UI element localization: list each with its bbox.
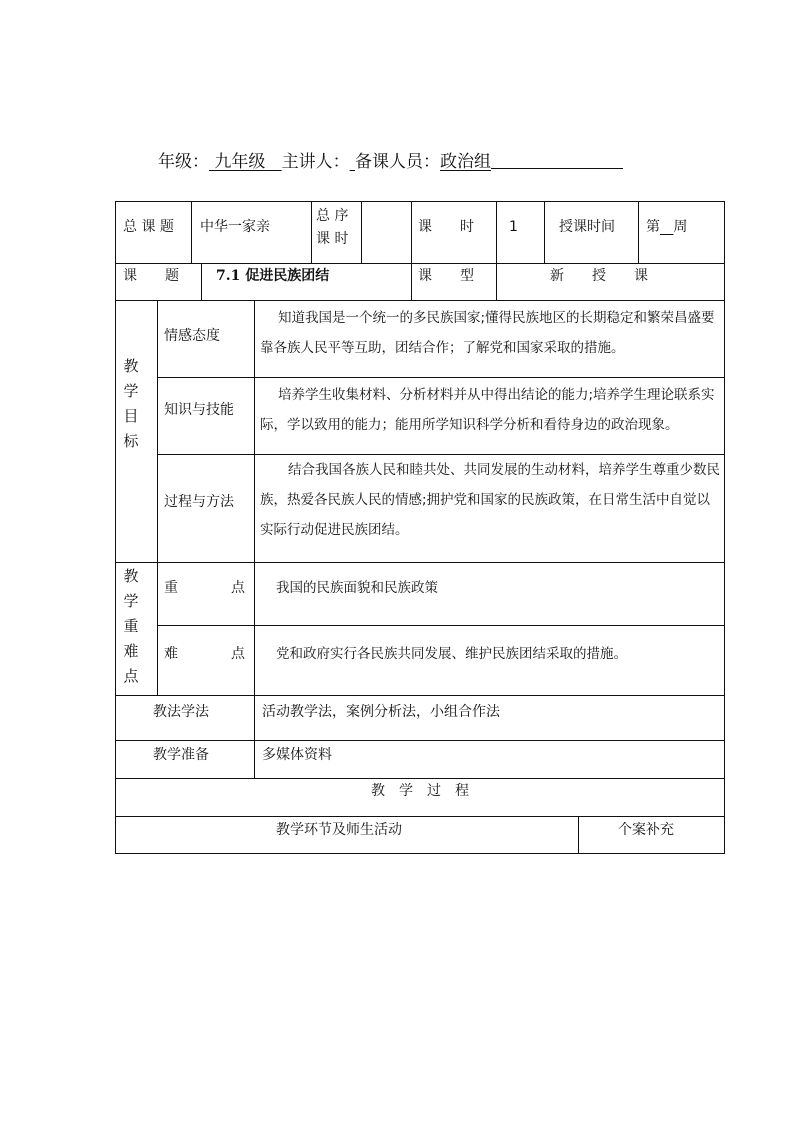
header-line [158,147,623,172]
col-divider [311,202,312,263]
row-divider [116,263,724,264]
general-topic-value: 中华一家亲 [200,219,270,235]
process-col-notes: 个案补充 [618,822,674,838]
periods-value: 1 [509,219,518,235]
col-divider [544,202,545,263]
key-points-group-label: 教学重难点 [123,567,139,685]
objective-text-process: 结合我国各族人民和睦共处、共同发展的生动材料，培养学生尊重少数民族，热爱各民族人民的情感;拥护党和国家的民族政策，在日常生活中自觉以实际行动促进民族团结。 [260,462,720,538]
preparation-value: 多媒体资料 [262,747,332,763]
lesson-title: 7.1 促进民族团结 [216,268,330,284]
total-hours-label-line1: 总 序 [316,208,349,224]
total-hours-label-line2: 课 时 [316,231,349,247]
lesson-label: 课 题 [123,268,179,284]
methods-value: 活动教学法，案例分析法，小组合作法 [262,704,500,720]
objectives-group-label: 教学目标 [123,357,139,450]
objective-text-skills: 培养学生收集材料、分析材料并从中得出结论的能力;培养学生理论联系实际，学以致用的能力；能用所学知识科学分析和看待身边的政治现象。 [260,387,715,433]
lesson-type-value: 新 授 课 [550,268,648,284]
col-divider [201,263,202,300]
col-divider [157,300,158,695]
lecturer-label: 主讲人： [281,152,350,172]
preparation-label: 教学准备 [153,747,209,763]
methods-label: 教法学法 [153,704,209,720]
row-divider [116,695,724,696]
prep-label: 备课人员： [355,152,441,172]
col-divider [578,816,579,854]
row-divider [157,377,724,378]
objective-label-attitude: 情感态度 [164,328,220,344]
lesson-plan-table [115,201,725,854]
row-divider [116,816,724,817]
row-divider [116,300,724,301]
col-divider [496,202,497,300]
key-point-label-1: 重 [164,580,178,596]
col-divider [191,202,192,263]
teach-time-label: 授课时间 [559,219,615,235]
difficult-point-text: 党和政府实行各民族共同发展、维护民族团结采取的措施。 [276,646,627,662]
general-topic-label: 总 课 题 [123,219,174,235]
grade-value: 九年级 [214,152,266,172]
objective-text-attitude: 知道我国是一个统一的多民族国家;懂得民族地区的长期稳定和繁荣昌盛要靠各族人民平等互助，团结合作；了解党和国家采取的措施。 [260,310,715,356]
objective-label-process: 过程与方法 [164,494,234,510]
col-divider [411,202,412,300]
process-col-activities: 教学环节及师生活动 [276,822,402,838]
key-point-label-2: 点 [231,580,245,596]
row-divider [116,562,724,563]
key-point-text: 我国的民族面貌和民族政策 [276,580,438,596]
row-divider [157,625,724,626]
row-divider [116,778,724,779]
col-divider [254,300,255,778]
objective-label-skills: 知识与技能 [164,402,234,418]
grade-label: 年级： [158,152,209,172]
row-divider [116,740,724,741]
lesson-type-label: 课 型 [418,268,474,284]
difficult-point-label-2: 点 [231,646,245,662]
prep-underline [491,150,623,169]
week-field: 第 周 [646,219,688,235]
col-divider [638,202,639,263]
col-divider [361,202,362,263]
periods-label: 课 时 [418,219,474,235]
difficult-point-label-1: 难 [164,646,178,662]
process-title: 教 学 过 程 [371,783,469,799]
prep-value: 政治组 [440,152,492,172]
